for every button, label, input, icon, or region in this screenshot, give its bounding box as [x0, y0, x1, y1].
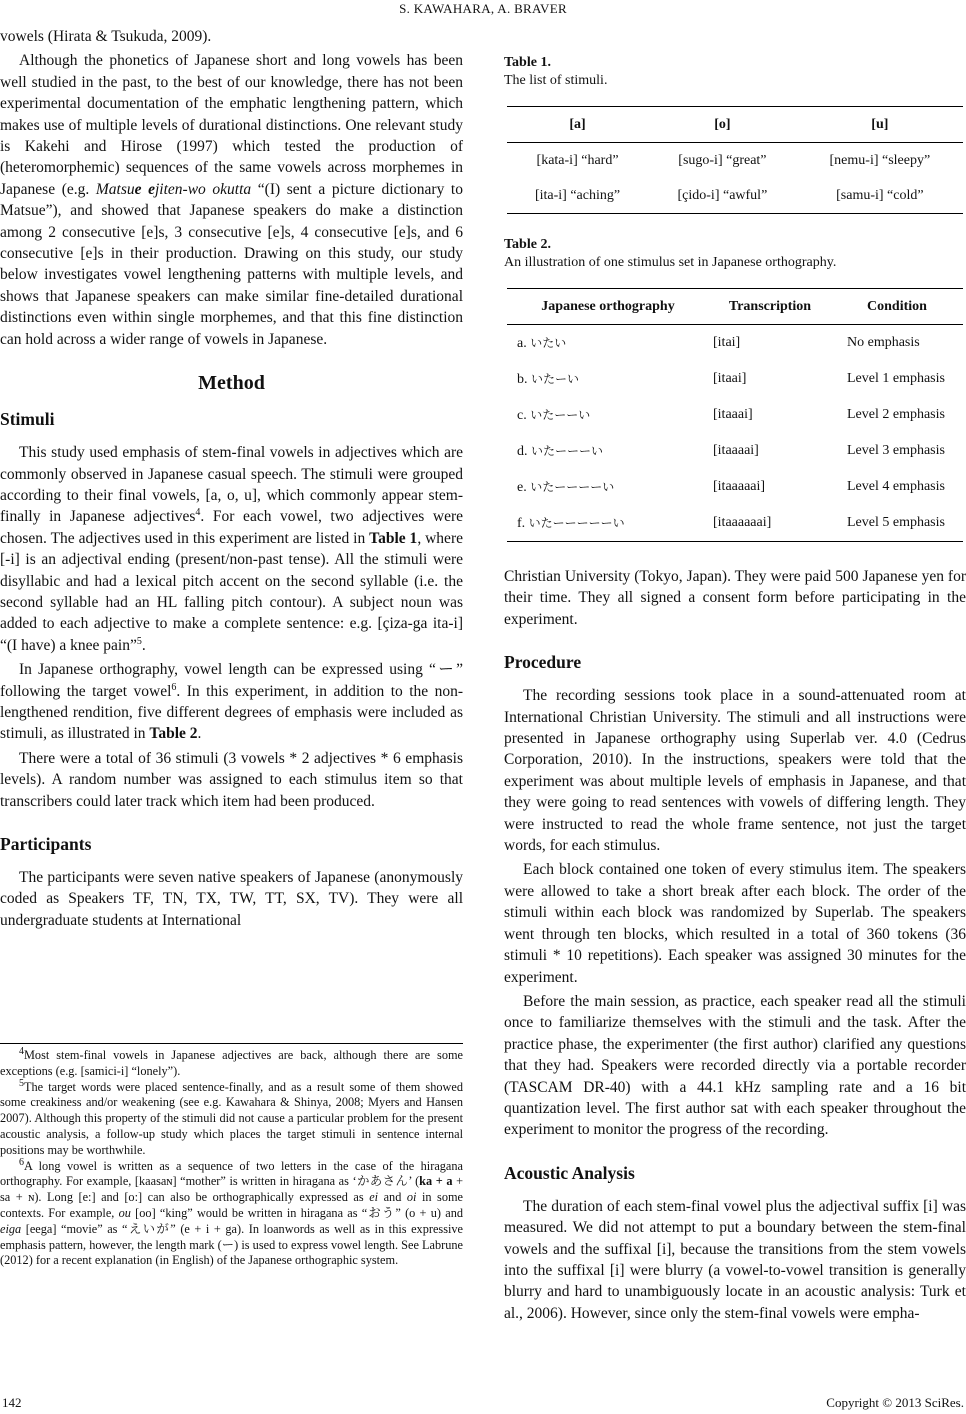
paragraph: The recording sessions took place in a sound-attenuated room at International Christian University. The stimuli and all instructions were presented in Japanese orthography using Superlab ver. 4.0 (Cedrus Corporation, 2010). In the instructions, speakers were told that the experiment was about multiple levels of emphasis in Japanese, and that they were going to read sentences with vowels of differing length. They were instructed to read the whole frame sentence, not just the target words, for each stimulus. — [504, 687, 966, 855]
footnote-6: $^6$A long vowel is written as a sequence of two letters in the case of the hiragana orthography. For example, [kaasaɴ] “mother” is written in hiragana as ‘かあさん’ (ka + a + sa + ɴ). Long [e:] and [o:] can also be orthographically expressed as ei and oi in some contexts. For example, ou [oo] “king” would be written in hiragana as “おう” (o + u) and eiga [eega] “movie” as “えいが” (e + i + ga). In loanwords as well as in this expressive emphasis pattern, however, the length mark (ー) is used to express vowel length. See Labrune (2012) for a recent explanation (in English) of the Japanese orthographic system. — [0, 1156, 464, 1268]
table-row — [507, 325, 963, 362]
footnote-5: $^5$The target words were placed sentence-finally, and as a result some of them showed some creakiness and/or weakening (see e.g. Kawahara & Shinya, 2008; Myers and Hansen 2007). Although this property of the stimuli did not cause a particular problem for the present acoustic analysis, a follow-up study which places the target stimuli in sentence internal positions may be worthwhile. — [0, 1077, 463, 1157]
table-cell: a. いたい — [517, 336, 567, 351]
page-number: 142 — [2, 1395, 22, 1410]
table1-caption — [504, 54, 966, 90]
table-cell: Level 5 emphasis — [847, 515, 945, 530]
footnote-ref[interactable]: 5 — [136, 635, 142, 647]
table-row — [507, 361, 963, 397]
table-cell: [ita-i] “aching” — [534, 187, 621, 203]
table-header: [o] — [648, 107, 797, 143]
table2-caption-text: An illustration of one stimulus set in Japanese orthography. — [504, 255, 837, 270]
table-cell: [itaaaai] — [713, 443, 759, 458]
table-header: [u] — [797, 107, 963, 143]
paragraph: Before the main session, as practice, each speaker read all the stimuli once to familiarize themselves with the stimuli and the task. After the practice phase, the experimenter (the first author) clarified any questions that they had. Speakers were recorded directly via a portable recorder (TASCAM DR-40) with a 44.1 kHz sampling rate and a 16 bit quantization level. The first author sat with each speaker throughout the experiment to monitor the progress of the recording. — [504, 992, 966, 1139]
table-row — [507, 143, 963, 179]
table-cell: Level 1 emphasis — [847, 371, 945, 386]
table-cell: [samu-i] “cold” — [836, 187, 924, 203]
paragraph: In Japanese orthography, vowel length can be expressed using “ー” following the target vowel$^6$. In this experiment, in addition to the non-lengthened rendition, five different degrees of emphasis were included as stimuli, as illustrated in Table 2. — [0, 661, 463, 743]
table-cell: [çido-i] “awful” — [677, 187, 768, 203]
table1-caption-text: The list of stimuli. — [504, 73, 608, 88]
table-row — [507, 397, 963, 433]
running-header: S. KAWAHARA, A. BRAVER — [399, 1, 567, 16]
table-cell: No emphasis — [847, 335, 920, 350]
table-cell: [itaaaaaai] — [713, 515, 772, 530]
table-cell: [nemu-i] “sleepy” — [829, 152, 931, 168]
table-cell: f. いたーーーーーい — [517, 516, 625, 531]
subheading-participants: Participants — [0, 834, 92, 854]
paragraph: vowels (Hirata & Tsukuda, 2009). — [0, 28, 212, 45]
table-header: [a] — [507, 107, 648, 143]
table-cell: Level 2 emphasis — [847, 407, 945, 422]
footnote-ref[interactable]: 4 — [195, 507, 201, 519]
section-heading-method: Method — [198, 372, 265, 395]
table-cell: [itaaai] — [713, 407, 753, 422]
table-cell: d. いたーーーい — [517, 444, 604, 459]
copyright: Copyright © 2013 SciRes. — [826, 1395, 964, 1410]
table-row — [507, 433, 963, 469]
table-header: Condition — [831, 289, 963, 325]
table-cell: [sugo-i] “great” — [678, 152, 767, 168]
table-ref[interactable]: Table 2 — [149, 725, 198, 743]
paragraph: Christian University (Tokyo, Japan). They were paid 500 Japanese yen for their time. They all signed a consent form before participating in the experiment. — [504, 568, 966, 628]
table-cell: [itaai] — [713, 371, 747, 386]
subheading-procedure: Procedure — [504, 652, 582, 673]
table-cell: [itai] — [713, 335, 741, 350]
table-cell: [itaaaaai] — [713, 479, 766, 494]
table-cell: [kata-i] “hard” — [536, 152, 619, 168]
table-cell: Level 4 emphasis — [847, 479, 945, 494]
paragraph: Although the phonetics of Japanese short and long vowels has been well studied in the past, to the best of our knowledge, there has not been experimental documentation of the emphatic lengthening pattern, which makes use of multiple levels of durational distinctions. One relevant study is Kakehi and Hirose (1997) which tested the production of (heteromorphemic) sequences of the same vowels across morphemes in Japanese (e.g. Matsue ejiten-wo okutta “(I) sent a picture dictionary to Matsue”), and showed that Japanese speakers do make a distinction among 2 consecutive [e]s, 3 consecutive [e]s, 4 consecutive [e]s, and 6 consecutive [e]s in their production. Drawing on this study, our study below investigates vowel lengthening patterns with multiple levels, and shows that Japanese speakers can make similar fine-detailed durational distinctions even within single morphemes, and that this fine distinction can hold across a wider range of vowels in Japanese. — [0, 52, 463, 348]
table2-caption — [504, 236, 966, 272]
table-header: Japanese orthography — [507, 289, 709, 325]
paragraph: The participants were seven native speakers of Japanese (anonymously coded as Speakers TF, TN, TX, TW, TT, SX, TV). They were all undergraduate students at International — [0, 869, 463, 929]
stimuli-table — [507, 106, 963, 214]
table2-label: Table 2. — [504, 237, 551, 252]
footnote-ref[interactable]: 6 — [171, 681, 177, 693]
table1-label: Table 1. — [504, 55, 551, 70]
paragraph: There were a total of 36 stimuli (3 vowels * 2 adjectives * 6 emphasis levels). A random number was assigned to each stimulus item so that transcribers could later track which item had been produced. — [0, 749, 463, 810]
subheading-stimuli: Stimuli — [0, 409, 55, 430]
footnote-4: $^4$Most stem-final vowels in Japanese adjectives are back, although there are some exceptions (e.g. [samici-i] “lonely”). — [0, 1045, 463, 1078]
table-row — [507, 178, 963, 214]
table-ref[interactable]: Table 1 — [369, 529, 418, 547]
table-row — [507, 469, 963, 505]
paragraph: The duration of each stem-final vowel plus the adjectival suffix [i] was measured. We did not attempt to put a boundary between the stem-final vowels and the suffixal [i], because the transitions from the stem vowels into the suffixal [i] were blurry (a vowel-to-vowel transition is generally blurry and hard to unambiguously locate in an acoustic analysis: Turk et al., 2006). However, since only the stem-final vowels were empha- — [504, 1197, 966, 1322]
table-header: Transcription — [709, 289, 831, 325]
paragraph: Each block contained one token of every stimulus item. The speakers were allowed to take a short break after each block. The order of the stimuli within each block was randomized by Superlab. The speakers went through ten blocks, which resulted in a total of 360 tokens (36 stimuli * 10 repetitions). Each speaker was assigned 30 minutes for the experiment. — [504, 861, 966, 986]
left-column — [0, 26, 463, 931]
paragraph: This study used emphasis of stem-final vowels in adjectives which are commonly observed in Japanese casual speech. The stimuli were grouped according to their final vowels, [a, o, u], which commonly appear stem-finally in Japanese adjectives$^4$. For each vowel, two adjectives were chosen. The adjectives used in this experiment are listed in Table 1, where [-i] is an adjectival ending (present/non-past tense). All the stimuli were disyllabic and had a lexical pitch accent on the second syllable (i.e. the second syllable had an HL falling pitch contour). A subject noun was added to each adjective to make a complete sentence: e.g. [çiza-ga ita-i] “(I have) a knee pain”$^5$. — [0, 444, 463, 654]
orthography-table — [507, 288, 963, 542]
table-cell: c. いたーーい — [517, 408, 591, 423]
subheading-acoustic-analysis: Acoustic Analysis — [504, 1162, 635, 1183]
table-cell: b. いたーい — [517, 372, 580, 387]
table-cell: e. いたーーーーい — [517, 480, 615, 495]
table-cell: Level 3 emphasis — [847, 443, 945, 458]
table-row — [507, 505, 963, 542]
right-column — [504, 54, 966, 1324]
footnotes — [0, 1043, 463, 1269]
